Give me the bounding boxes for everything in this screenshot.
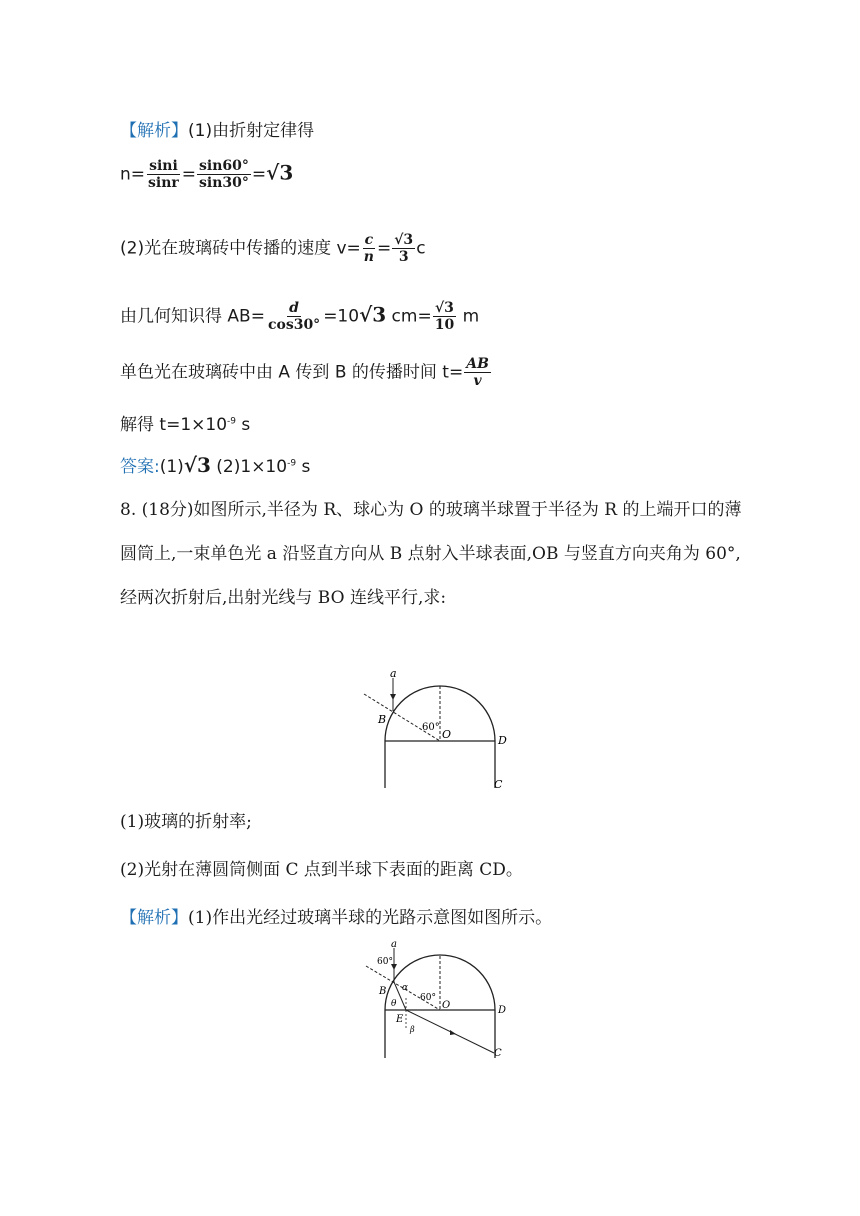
answer-line: 答案:(1)√3 $(2)1\times 10^{-9}$ s (120, 453, 311, 477)
label-a-2: a (391, 939, 397, 950)
fraction-c-n: $\frac{c}{n}$ (363, 232, 374, 266)
label-b: B (378, 713, 387, 726)
answer-label: 答案: (120, 457, 160, 477)
label-c: C (494, 778, 503, 791)
fraction-d-cos30: $\frac{d}{\cos 30^\circ}$ (267, 300, 321, 334)
label-theta: θ (391, 999, 397, 1009)
hemisphere-figure-1 (350, 668, 520, 793)
label-angle-60-b: 60° (420, 993, 436, 1003)
label-b-2: B (379, 986, 387, 997)
fraction-sqrt3-3: $\frac{√3}{3}$ (394, 232, 414, 266)
sqrt3: √3 (266, 160, 294, 185)
time-formula: 单色光在玻璃砖中由 A 传到 B 的传播时间 t= $\frac{AB}{v}$ (120, 356, 489, 390)
fraction-sin60-sin30: $\frac{\sin 60^\circ}{\sin 30^\circ}$ (199, 158, 249, 192)
label-d: D (498, 734, 507, 747)
label-d-2: D (498, 1005, 507, 1016)
fraction-sini-sinr: $\frac{\sin i}{\sin r}$ (148, 158, 179, 192)
fraction-ab-v: $\frac{AB}{v}$ (466, 356, 489, 390)
hemisphere-figure-2 (350, 938, 510, 1063)
label-e: E (396, 1014, 404, 1025)
solution-heading-line (120, 116, 314, 141)
time-result: 解得 $t=1\times 10^{-9}$ s (120, 415, 251, 435)
label-beta: β (410, 1025, 415, 1034)
refraction-formula: n= $\frac{\sin i}{\sin r}$ = $\frac{\sin 60^\circ}{\sin 30^\circ}$ =√3 (120, 158, 294, 192)
ray-arrow (390, 694, 396, 700)
label-angle-60: 60° (422, 722, 440, 733)
label-o-2: O (442, 1000, 451, 1011)
label-o: O (442, 728, 452, 741)
speed-formula: (2)光在玻璃砖中传播的速度 v= $\frac{c}{n}$ = $\frac{√3}{3}$ c (120, 232, 426, 266)
question-1: (1)玻璃的折射率; (120, 812, 252, 832)
solution-line-1: (1)由折射定律得 (188, 121, 315, 141)
analysis-tag: 【解析】 (120, 121, 188, 141)
label-a: a (390, 668, 397, 680)
ab-formula: 由几何知识得 AB= $\frac{d}{\cos 30^\circ}$ =10√3 cm= $\frac{√3}{10}$ m (120, 300, 480, 334)
solution-2-heading: 【解析】(1)作出光经过玻璃半球的光路示意图如图所示。 (120, 908, 553, 928)
question-2: (2)光射在薄圆筒侧面 C 点到半球下表面的距离 CD。 (120, 860, 523, 880)
fraction-sqrt3-10: $\frac{√3}{10}$ (434, 300, 455, 334)
label-alpha: α (402, 983, 409, 993)
label-angle-60-a: 60° (377, 957, 393, 967)
label-c-2: C (494, 1048, 502, 1059)
analysis-tag-2: 【解析】 (120, 908, 188, 928)
problem-8-text: 8. (18分)如图所示,半径为 R、球心为 O 的玻璃半球置于半径为 R 的上端开口的薄圆筒上,一束单色光 a 沿竖直方向从 B 点射入半球表面,OB 与竖直方向夹角为 60°,经两次折射后,出射光线与 BO 连线平行,求: (120, 500, 742, 608)
n-label: n= (120, 164, 146, 185)
